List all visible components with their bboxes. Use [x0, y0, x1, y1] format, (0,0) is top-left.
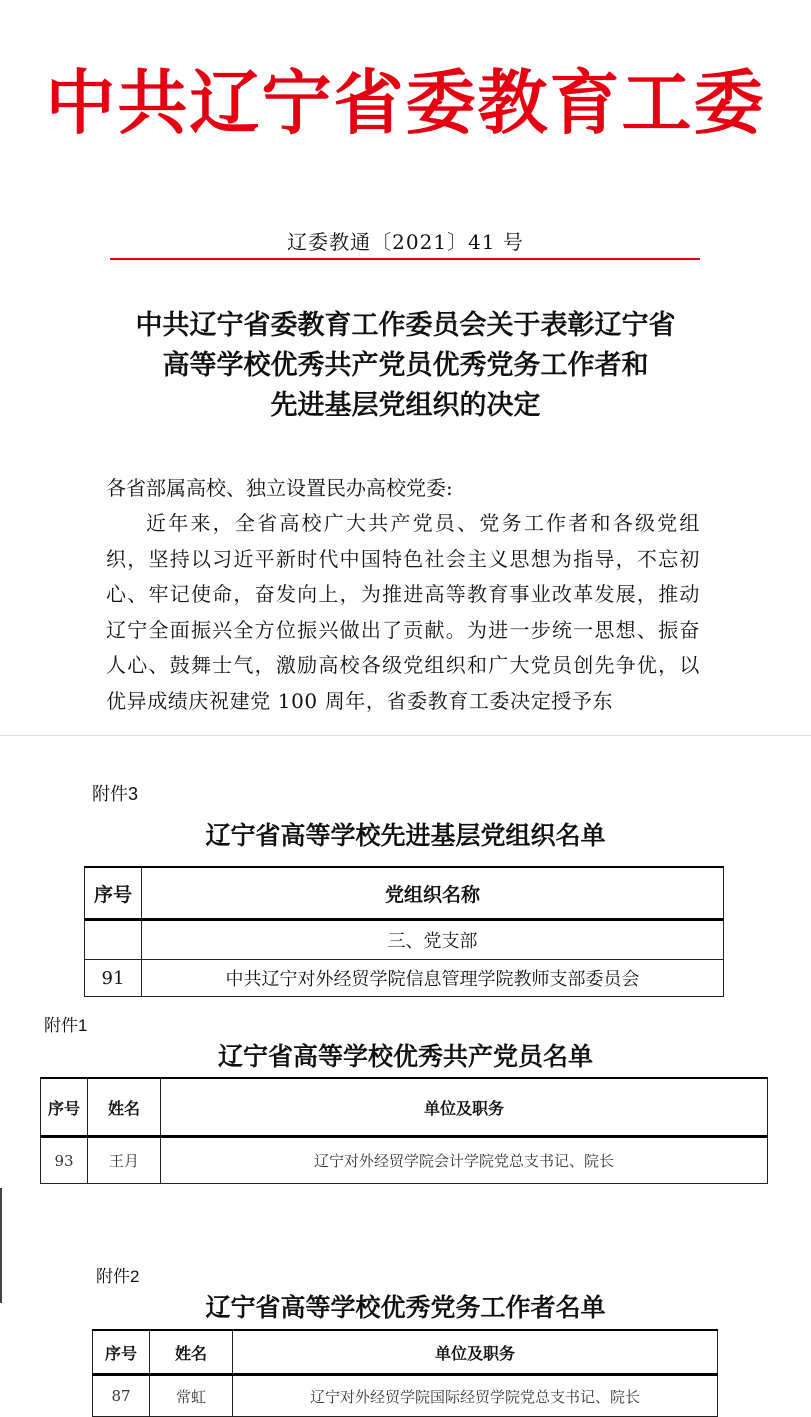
heading-line-3: 先进基层党组织的决定: [270, 390, 541, 421]
heading-line-2: 高等学校优秀共产党员优秀党务工作者和: [162, 350, 649, 381]
header-unit: 单位及职务: [161, 1078, 768, 1137]
row-name: 常虹: [150, 1375, 233, 1417]
red-header-title: 中共辽宁省委教育工委: [45, 61, 766, 144]
annex-1-label: 附件1: [44, 1016, 88, 1035]
annex-3-label: 附件3: [92, 784, 139, 804]
annex-1-title: 辽宁省高等学校优秀共产党员名单: [217, 1042, 593, 1071]
red-divider: [110, 258, 700, 260]
annex-1-section: [0, 1003, 811, 1188]
header-name: 姓名: [150, 1330, 233, 1375]
table-row: [85, 960, 724, 997]
header-name: 姓名: [88, 1078, 161, 1137]
document-heading: [60, 306, 751, 426]
edge-line: [0, 1188, 2, 1303]
annex-2-title: 辽宁省高等学校优秀党务工作者名单: [205, 1293, 606, 1322]
row-index: 93: [41, 1137, 88, 1184]
annex-2-label: 附件2: [96, 1267, 140, 1286]
table-row: [41, 1137, 768, 1184]
row-org-name: 中共辽宁对外经贸学院信息管理学院教师支部委员会: [142, 960, 724, 997]
row-index: 91: [85, 960, 142, 997]
document-number: 辽委教通〔2021〕41 号: [287, 230, 524, 254]
body-paragraph: 近年来，全省高校广大共产党员、党务工作者和各级党组织，坚持以习近平新时代中国特色社会主义思想为指导，不忘初心、牢记使命，奋发向上，为推进高等教育事业改革发展，推动辽宁全面振兴全方位振兴做出了贡献。为进一步统一思想、振奋人心、鼓舞士气，激励高校各级党组织和广大党员创先争优，以优异成绩庆祝建党 100 周年，省委教育工委决定授予东: [106, 511, 700, 713]
row-unit: 辽宁对外经贸学院国际经贸学院党总支书记、院长: [233, 1375, 718, 1417]
table-row: [93, 1375, 718, 1417]
annex-2-section: [0, 1188, 811, 1415]
category-name: 三、党支部: [142, 920, 724, 960]
table-header-row: [85, 867, 724, 920]
annex-2-table: [92, 1329, 718, 1417]
addressee: 各省部属高校、独立设置民办高校党委:: [106, 476, 453, 500]
table-row: [85, 920, 724, 960]
annex-3-title: 辽宁省高等学校先进基层党组织名单: [205, 821, 606, 850]
heading-line-1: 中共辽宁省委教育工作委员会关于表彰辽宁省: [135, 310, 676, 341]
row-index: 87: [93, 1375, 150, 1417]
header-org-name: 党组织名称: [142, 867, 724, 920]
row-unit: 辽宁对外经贸学院会计学院党总支书记、院长: [161, 1137, 768, 1184]
table-header-row: [41, 1078, 768, 1137]
annex-1-table: [40, 1077, 768, 1184]
header-index: 序号: [85, 867, 142, 920]
annex-3-section: [0, 735, 811, 1004]
header-index: 序号: [93, 1330, 150, 1375]
row-name: 王月: [88, 1137, 161, 1184]
header-unit: 单位及职务: [233, 1330, 718, 1375]
header-index: 序号: [41, 1078, 88, 1137]
annex-3-table: [84, 866, 724, 997]
category-index: [85, 920, 142, 960]
table-header-row: [93, 1330, 718, 1375]
